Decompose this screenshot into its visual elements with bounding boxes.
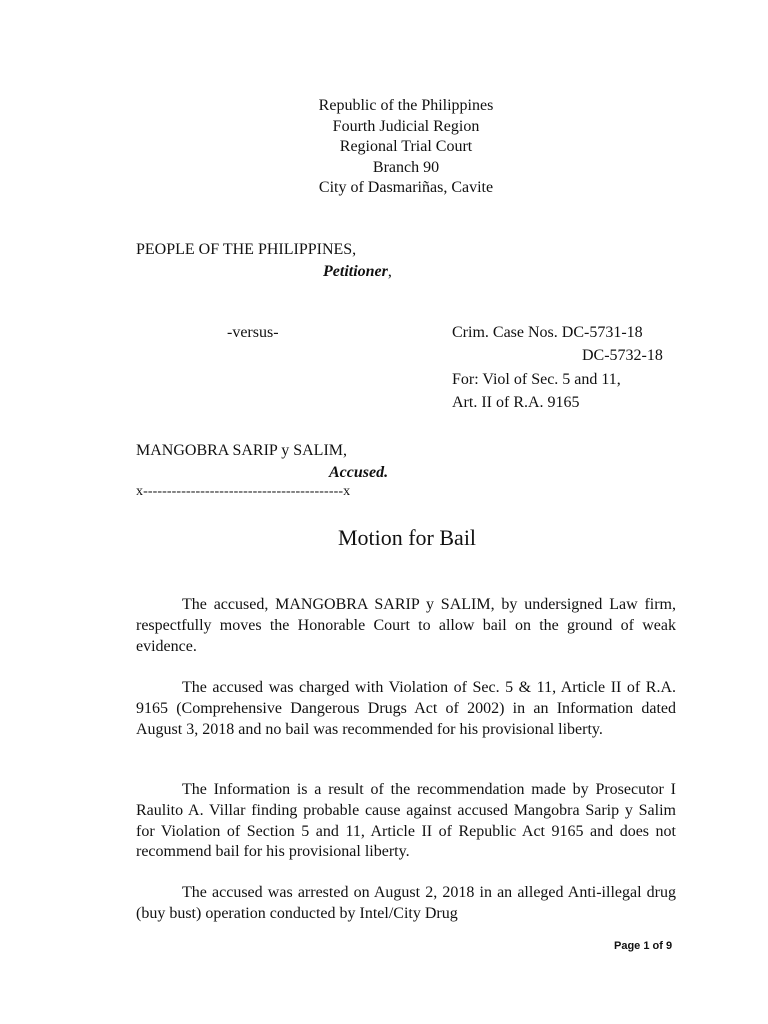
paragraph-4: The accused was arrested on August 2, 2018 in an alleged Anti-illegal drug (buy bust) operation conducted by Intel/City Drug (136, 884, 676, 922)
petitioner-role: Petitioner (323, 263, 388, 280)
accused-role: Accused. (329, 464, 389, 481)
versus-label: -versus- (227, 324, 279, 341)
paragraph-1: The accused, MANGOBRA SARIP y SALIM, by undersigned Law firm, respectfully moves the Honorable Court to allow bail on the ground of weak evidence. (136, 596, 676, 655)
accused-name: MANGOBRA SARIP y SALIM, (136, 442, 347, 459)
court-line-city: City of Dasmariñas, Cavite (318, 179, 494, 197)
document-title: Motion for Bail (337, 525, 477, 550)
court-header (0, 96, 768, 199)
caption-separator: x------------------------------------------x (136, 484, 351, 499)
case-block (452, 321, 663, 414)
paragraph-3: The Information is a result of the recommendation made by Prosecutor I Raulito A. Villar finding probable cause against accused Mangobra Sarip y Salim for Violation of Section 5 and 11, Article II of Republic Act 9165 and does not recommend bail for his provisional liberty. (136, 781, 676, 861)
court-line-branch: Branch 90 (372, 158, 440, 176)
case-charge: For: Viol of Sec. 5 and 11, (452, 370, 621, 388)
petitioner-name: PEOPLE OF THE PHILIPPINES, (136, 241, 357, 258)
page-number: Page 1 of 9 (614, 940, 673, 952)
court-line-region: Fourth Judicial Region (332, 117, 480, 135)
court-line-republic: Republic of the Philippines (318, 97, 494, 114)
case-charge-article: Art. II of R.A. 9165 (452, 393, 580, 411)
paragraph-2: The accused was charged with Violation of Sec. 5 & 11, Article II of R.A. 9165 (Comprehensive Dangerous Drugs Act of 2002) in an Information dated August 3, 2018 and no bail was recommended for his provisional liberty. (136, 679, 676, 738)
petitioner-role-line: Petitioner, (323, 263, 392, 280)
court-line-trial-court: Regional Trial Court (339, 138, 473, 156)
case-number-second: DC-5732-18 (582, 347, 663, 365)
case-numbers: Crim. Case Nos. DC-5731-18 (452, 324, 643, 341)
